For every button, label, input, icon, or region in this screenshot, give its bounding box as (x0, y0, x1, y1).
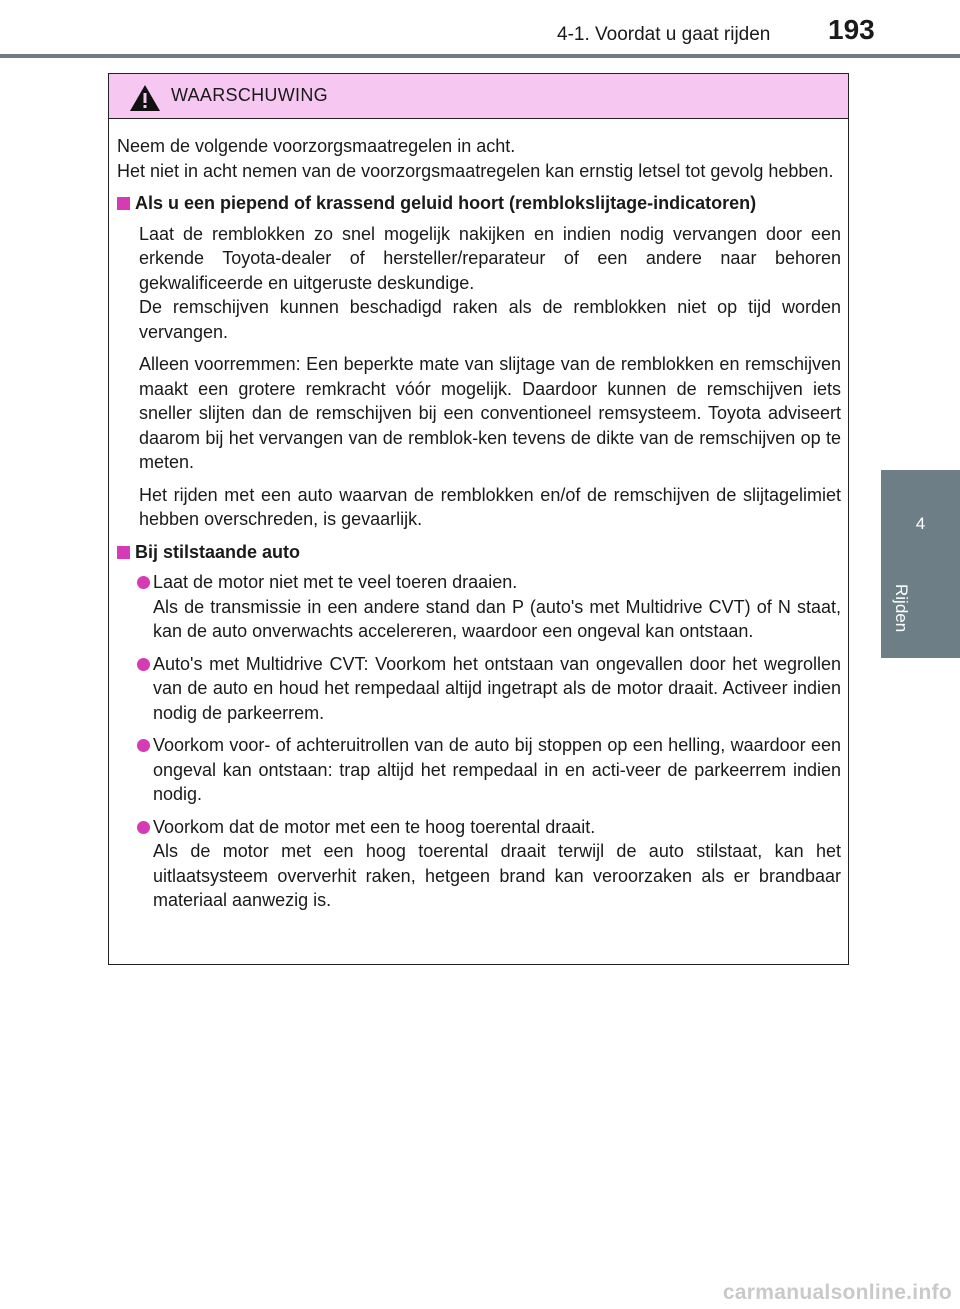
watermark: carmanualsonline.info (722, 1281, 952, 1304)
paragraph: Alleen voorremmen: Een beperkte mate van slijtage van de remblokken en remschijven maakt een grotere remkracht vóór mogelijk. Daardoor kunnen de remschijven iets sneller slijten dan de remschijven bij een conventioneel remsysteem. Toyota adviseert daarom bij het vervangen van de remblok-ken tevens de dikte van de remschijven op te meten. (139, 354, 841, 472)
bullet-text: Voorkom voor- of achteruitrollen van de auto bij stoppen op een helling, waardoor een ongeval kan ontstaan: trap altijd het rempedaal in en acti-veer de parkeerrem indien nodig. (153, 735, 841, 804)
warning-triangle-icon (129, 84, 161, 112)
section-brake-wear-content (117, 222, 841, 532)
header-rule (0, 54, 960, 58)
circle-bullet-icon (137, 739, 150, 752)
section-title: 4-1. Voordat u gaat rijden (557, 24, 771, 45)
warning-title: WAARSCHUWING (171, 85, 328, 105)
bullet-text: Auto's met Multidrive CVT: Voorkom het ontstaan van ongevallen door het wegrollen van de auto en houd het rempedaal altijd ingetrapt als de motor draait. Activeer indien nodig de parkeerrem. (153, 653, 841, 723)
chapter-side-tab (881, 470, 960, 658)
bullet-text: Voorkom dat de motor met een te hoog toerental draait. Als de motor met een hoog toerental draait terwijl de auto stilstaat, kan het uitlaatsysteem oververhit raken, hetgeen brand kan veroorzaken als er brandbaar materiaal aanwezig is. (153, 816, 841, 910)
bullet-item (117, 815, 841, 913)
bullet-item (117, 652, 841, 726)
warning-header (109, 74, 848, 119)
section-heading-stationary (117, 540, 841, 565)
circle-bullet-icon (137, 821, 150, 834)
bullet-item (117, 733, 841, 807)
section-heading-text: Bij stilstaande auto (135, 541, 301, 562)
paragraph: Laat de remblokken zo snel mogelijk nakijken en indien nodig vervangen door een erkende Toyota-dealer of hersteller/reparateur of een andere naar behoren gekwalificeerde en uitgeruste deskundige. De remschijven kunnen beschadigd raken als de remblokken niet op tijd worden vervangen. (139, 223, 841, 342)
page-number: 193 (828, 14, 875, 45)
chapter-label: Rijden (892, 584, 911, 633)
section-heading-text: Als u een piepend of krassend geluid hoort (remblokslijtage-indicatoren) (135, 193, 757, 213)
chapter-number: 4 (915, 514, 926, 533)
warning-body (117, 134, 841, 921)
square-bullet-icon (117, 197, 130, 210)
warning-intro: Neem de volgende voorzorgsmaatregelen in acht. Het niet in acht nemen van de voorzorgsmaatregelen kan ernstig letsel tot gevolg hebben. (117, 136, 834, 181)
warning-box (108, 73, 849, 965)
square-bullet-icon (117, 546, 130, 559)
bullet-text: Laat de motor niet met te veel toeren draaien. Als de transmissie in een andere stand dan P (auto's met Multidrive CVT) of N staat, kan de auto onverwachts accelereren, waardoor een ongeval kan ontstaan. (153, 572, 841, 641)
paragraph: Het rijden met een auto waarvan de remblokken en/of de remschijven de slijtagelimiet hebben overschreden, is gevaarlijk. (139, 484, 841, 529)
bullet-item (117, 570, 841, 644)
circle-bullet-icon (137, 658, 150, 671)
circle-bullet-icon (137, 576, 150, 589)
section-heading-brake-wear (117, 191, 841, 216)
